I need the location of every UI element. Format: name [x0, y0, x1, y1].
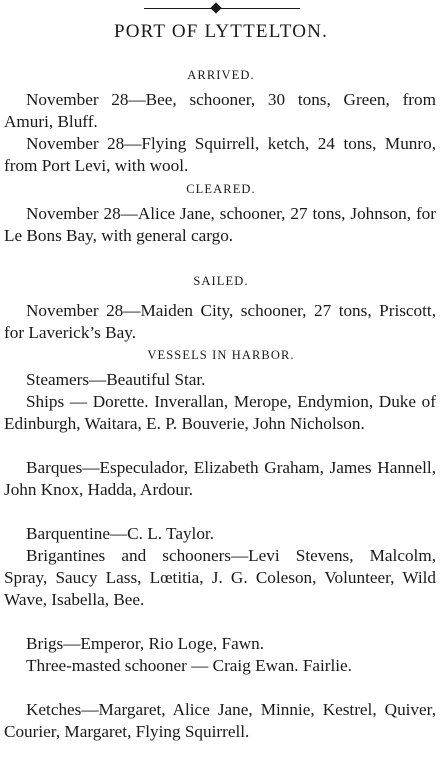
- vessels-entry-three-masted: Three-masted schooner — Craig Ewan. Fairlie.: [26, 656, 352, 675]
- vessels-entry-ships: Ships — Dorette. Inverallan, Merope, Endymion, Duke of Edinburgh, Waitara, E. P. Bouverie, John Nicholson.: [4, 392, 436, 433]
- cleared-entry: November 28—Alice Jane, schooner, 27 tons, Johnson, for Le Bons Bay, with general cargo.: [4, 204, 436, 245]
- section-heading-arrived: ARRIVED.: [187, 68, 255, 82]
- header-diamond-ornament: [210, 2, 221, 13]
- section-heading-sailed: SAILED.: [193, 274, 249, 288]
- section-heading-vessels: VESSELS IN HARBOR.: [147, 348, 295, 362]
- arrived-entry: November 28—Flying Squirrell, ketch, 24 tons, Munro, from Port Levi, with wool.: [4, 134, 436, 175]
- vessels-entry-barquentine: Barquentine—C. L. Taylor.: [26, 524, 214, 543]
- sailed-entry: November 28—Maiden City, schooner, 27 tons, Priscott, for Laverick’s Bay.: [4, 301, 436, 342]
- vessels-entry-ketches: Ketches—Margaret, Alice Jane, Minnie, Kestrel, Quiver, Courier, Margaret, Flying Squirrell.: [4, 700, 436, 741]
- vessels-entry-barques: Barques—Especulador, Elizabeth Graham, James Hannell, John Knox, Hadda, Ardour.: [4, 458, 436, 499]
- header-rule: [144, 8, 300, 9]
- vessels-entry-brigantines: Brigantines and schooners—Levi Stevens, Malcolm, Spray, Saucy Lass, Lœtitia, J. G. Coleson, Volunteer, Wild Wave, Isabella, Bee.: [4, 546, 436, 609]
- section-heading-cleared: CLEARED.: [186, 182, 256, 196]
- arrived-entry: November 28—Bee, schooner, 30 tons, Green, from Amuri, Bluff.: [4, 90, 436, 131]
- vessels-entry-brigs: Brigs—Emperor, Rio Loge, Fawn.: [26, 634, 264, 653]
- page-title: PORT OF LYTTELTON.: [113, 21, 329, 42]
- vessels-entry-steamers: Steamers—Beautiful Star.: [26, 370, 206, 389]
